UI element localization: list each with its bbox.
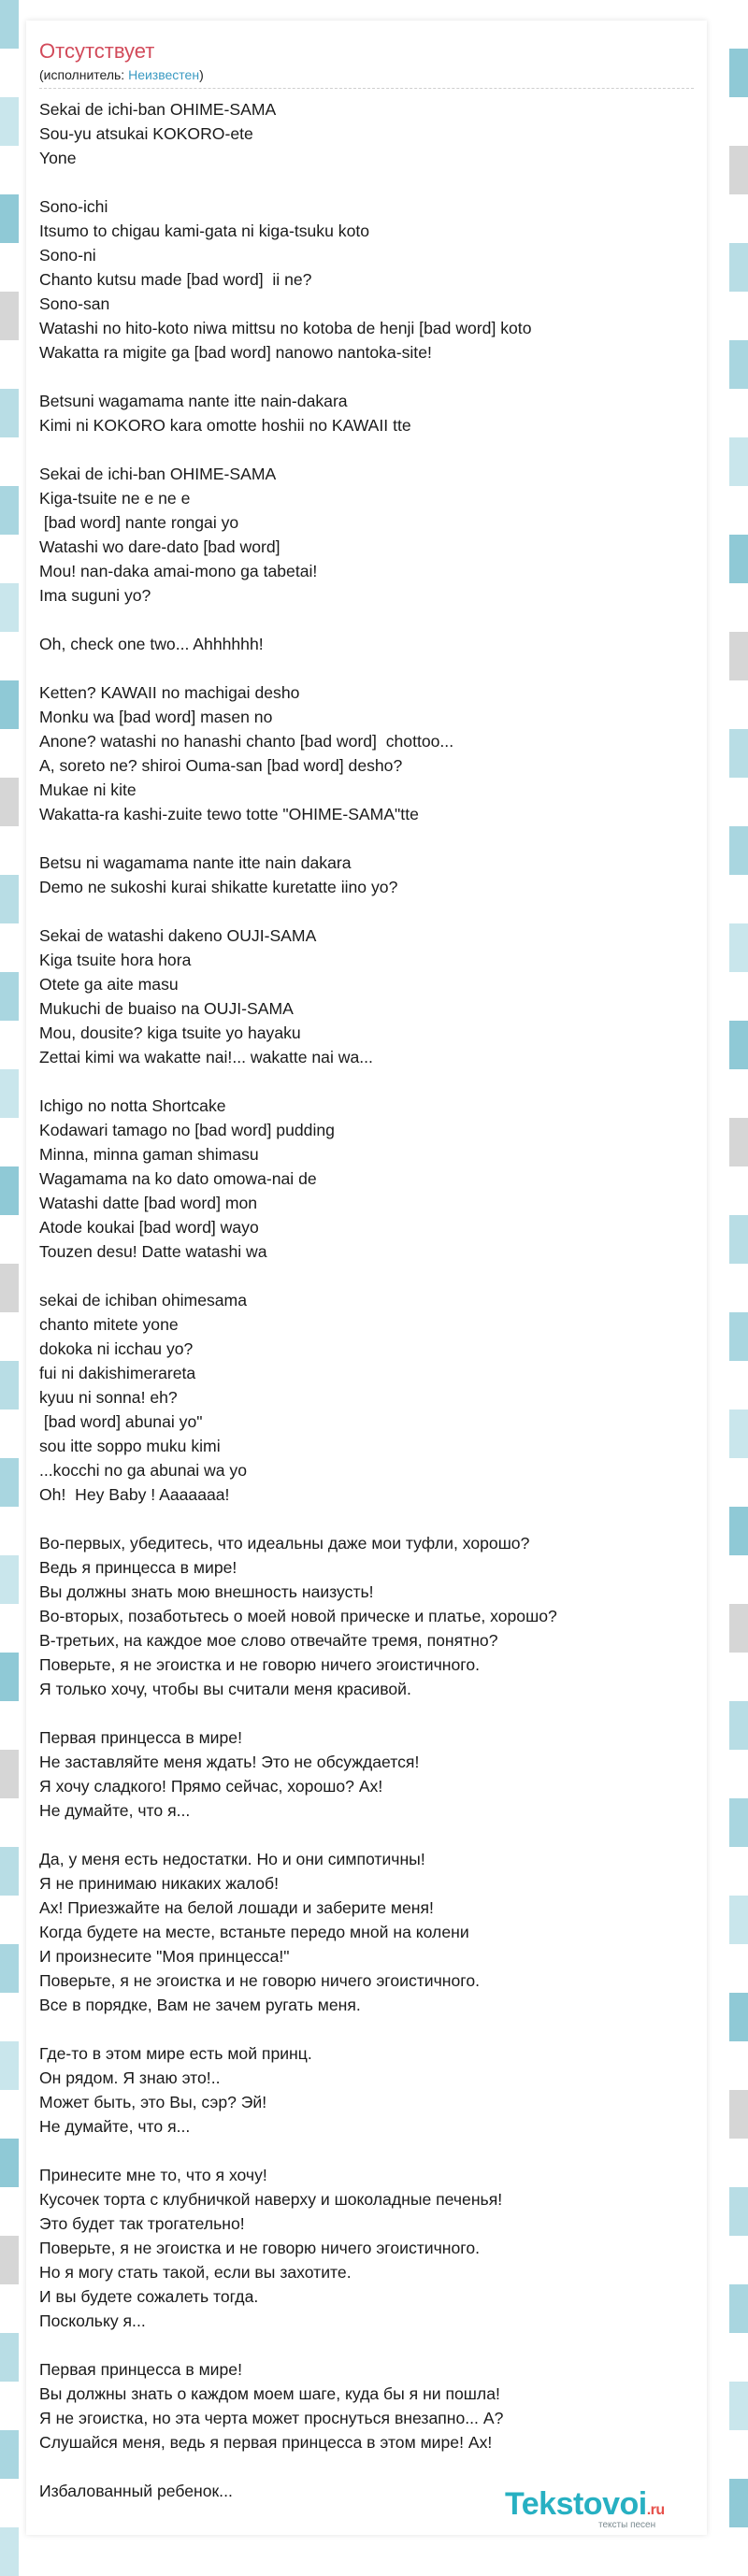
- lyric-line: Где-то в этом мире есть мой принц.: [39, 2044, 312, 2063]
- lyric-line: [39, 608, 694, 632]
- lyric-line: Слушайся меня, ведь я первая принцесса в этом мире! Ах!: [39, 2433, 493, 2452]
- lyric-line: [39, 1069, 694, 1094]
- stripe-segment: [0, 2041, 19, 2090]
- stripe-segment: [729, 1944, 748, 1993]
- stripe-segment: [729, 1653, 748, 1701]
- stripe-segment: [729, 1410, 748, 1458]
- lyric-line: Избалованный ребенок...: [39, 2482, 233, 2500]
- stripe-segment: [729, 340, 748, 389]
- lyric-line: [39, 656, 694, 680]
- stripe-segment: [0, 1750, 19, 1798]
- lyric-line: Я не принимаю никаких жалоб!: [39, 1874, 280, 1893]
- stripe-segment: [0, 1069, 19, 1118]
- lyric-line: [39, 1701, 694, 1725]
- lyric-line: [bad word] abunai yo": [39, 1412, 203, 1431]
- stripe-segment: [729, 1701, 748, 1750]
- stripe-segment: [0, 1021, 19, 1069]
- lyric-line: ...kocchi no ga abunai wa yo: [39, 1461, 248, 1480]
- lyric-line: Поверьте, я не эгоистка и не говорю ничего эгоистичного.: [39, 2239, 480, 2257]
- site-logo[interactable]: [505, 2486, 665, 2523]
- lyric-line: Betsu ni wagamama nante itte nain dakara: [39, 853, 352, 872]
- stripe-segment: [0, 1215, 19, 1264]
- stripe-segment: [729, 1458, 748, 1507]
- stripe-segment: [729, 1021, 748, 1069]
- lyric-line: Minna, minna gaman shimasu: [39, 1145, 259, 1164]
- left-decorative-stripes: [0, 0, 19, 2552]
- lyric-line: Не думайте, что я...: [39, 2117, 191, 2136]
- stripe-segment: [729, 1896, 748, 1944]
- artist-link[interactable]: Неизвестен: [128, 67, 200, 82]
- lyric-line: Demo ne sukoshi kurai shikatte kuretatte iino yo?: [39, 878, 398, 896]
- lyric-line: Первая принцесса в мире!: [39, 1728, 242, 1747]
- stripe-segment: [0, 680, 19, 729]
- lyric-line: Поскольку я...: [39, 2311, 146, 2330]
- stripe-segment: [0, 1312, 19, 1361]
- stripe-segment: [729, 1264, 748, 1312]
- lyric-line: Mukuchi de buaiso na OUJI-SAMA: [39, 999, 294, 1018]
- lyric-line: Принесите мне то, что я хочу!: [39, 2166, 267, 2184]
- lyric-line: kyuu ni sonna! eh?: [39, 1388, 178, 1407]
- lyric-line: Sekai de ichi-ban OHIME-SAMA: [39, 465, 277, 483]
- stripe-segment: [0, 97, 19, 146]
- lyric-line: [39, 170, 694, 194]
- stripe-segment: [0, 1993, 19, 2041]
- lyric-line: Может быть, это Вы, сэр? Эй!: [39, 2093, 267, 2111]
- stripe-segment: [0, 972, 19, 1021]
- lyric-line: Watashi wo dare-dato [bad word]: [39, 537, 280, 556]
- stripe-segment: [729, 1118, 748, 1166]
- stripe-segment: [0, 2333, 19, 2382]
- stripe-segment: [729, 486, 748, 535]
- stripe-segment: [729, 583, 748, 632]
- lyric-line: Watashi no hito-koto niwa mittsu no kotoba de henji [bad word] koto: [39, 319, 532, 337]
- stripe-segment: [729, 1069, 748, 1118]
- stripe-segment: [729, 2284, 748, 2333]
- lyric-line: Ведь я принцесса в мире!: [39, 1558, 237, 1577]
- lyric-line: dokoka ni icchau yo?: [39, 1339, 194, 1358]
- logo-name: Tekstovoi: [505, 2486, 647, 2522]
- logo-domain: .ru: [646, 2502, 665, 2518]
- stripe-segment: [729, 146, 748, 194]
- lyric-line: [39, 1264, 694, 1288]
- stripe-segment: [729, 2430, 748, 2479]
- stripe-segment: [729, 2236, 748, 2284]
- lyric-line: Ах! Приезжайте на белой лошади и заберите меня!: [39, 1898, 434, 1917]
- lyric-line: Sekai de watashi dakeno OUJI-SAMA: [39, 926, 317, 945]
- stripe-segment: [729, 2382, 748, 2430]
- lyric-line: sekai de ichiban ohimesama: [39, 1291, 248, 1309]
- stripe-segment: [729, 923, 748, 972]
- lyric-line: Не думайте, что я...: [39, 1801, 191, 1820]
- stripe-segment: [0, 437, 19, 486]
- stripe-segment: [729, 680, 748, 729]
- stripe-segment: [0, 1410, 19, 1458]
- lyric-line: Anone? watashi no hanashi chanto [bad word] chottoo...: [39, 732, 454, 751]
- lyric-line: Kodawari tamago no [bad word] pudding: [39, 1121, 335, 1139]
- performer-prefix: (исполнитель:: [39, 67, 129, 82]
- lyric-line: [39, 2454, 694, 2479]
- lyric-line: [39, 1507, 694, 1531]
- lyric-line: Mou, dousite? kiga tsuite yo hayaku: [39, 1023, 301, 1042]
- stripe-segment: [729, 437, 748, 486]
- stripe-segment: [0, 2430, 19, 2479]
- lyric-line: Я не эгоистка, но эта черта может проснуться внезапно... А?: [39, 2409, 504, 2427]
- lyric-line: Yone: [39, 149, 77, 167]
- lyric-line: Wakatta-ra kashi-zuite tewo totte "OHIME-SAMA"tte: [39, 805, 419, 823]
- lyric-line: Первая принцесса в мире!: [39, 2360, 242, 2379]
- stripe-segment: [729, 1798, 748, 1847]
- stripe-segment: [0, 2382, 19, 2430]
- stripe-segment: [0, 2284, 19, 2333]
- lyric-line: Mou! nan-daka amai-mono ga tabetai!: [39, 562, 318, 580]
- lyric-line: Otete ga aite masu: [39, 975, 179, 994]
- lyric-line: fui ni dakishimerareta: [39, 1364, 196, 1382]
- lyric-line: Wagamama na ko dato omowa-nai de: [39, 1169, 317, 1188]
- lyric-line: Betsuni wagamama nante itte nain-dakara: [39, 392, 348, 410]
- stripe-segment: [729, 875, 748, 923]
- lyric-line: Кусочек торта с клубничкой наверху и шоколадные печенья!: [39, 2190, 503, 2209]
- lyric-line: Mukae ni kite: [39, 780, 137, 799]
- stripe-segment: [0, 778, 19, 826]
- stripe-segment: [0, 486, 19, 535]
- lyric-line: Во-вторых, позаботьтесь о моей новой прическе и платье, хорошо?: [39, 1607, 557, 1625]
- stripe-segment: [0, 2527, 19, 2576]
- stripe-segment: [729, 778, 748, 826]
- stripe-segment: [729, 2041, 748, 2090]
- lyrics-text: [39, 97, 694, 2503]
- lyric-line: Kimi ni KOKORO kara omotte hoshii no KAWAII tte: [39, 416, 411, 435]
- lyric-line: [39, 365, 694, 389]
- lyric-line: chanto mitete yone: [39, 1315, 179, 1334]
- stripe-segment: [729, 1750, 748, 1798]
- lyric-line: Во-первых, убедитесь, что идеальны даже мои туфли, хорошо?: [39, 1534, 530, 1553]
- stripe-segment: [0, 1653, 19, 1701]
- stripe-segment: [729, 2090, 748, 2139]
- lyric-line: Chanto kutsu made [bad word] ii ne?: [39, 270, 312, 289]
- lyric-line: Sekai de ichi-ban OHIME-SAMA: [39, 100, 277, 119]
- lyric-line: Все в порядке, Вам не зачем ругать меня.: [39, 1996, 361, 2014]
- lyrics-card: [26, 21, 707, 2535]
- stripe-segment: [0, 1604, 19, 1653]
- lyric-line: Touzen desu! Datte watashi wa: [39, 1242, 267, 1261]
- stripe-segment: [0, 1458, 19, 1507]
- logo-tagline: тексты песен: [598, 2520, 656, 2530]
- lyric-line: Не заставляйте меня ждать! Это не обсуждается!: [39, 1753, 420, 1771]
- lyric-line: Sono-ni: [39, 246, 96, 265]
- stripe-segment: [729, 97, 748, 146]
- lyric-line: Поверьте, я не эгоистка и не говорю ничего эгоистичного.: [39, 1655, 480, 1674]
- lyric-line: Oh, check one two... Ahhhhhh!: [39, 635, 264, 653]
- lyric-line: Вы должны знать о каждом моем шаге, куда бы я ни пошла!: [39, 2384, 500, 2403]
- lyric-line: Itsumo to chigau kami-gata ni kiga-tsuku koto: [39, 222, 370, 240]
- stripe-segment: [0, 1361, 19, 1410]
- stripe-segment: [0, 2236, 19, 2284]
- stripe-segment: [729, 1361, 748, 1410]
- divider: [39, 88, 694, 89]
- stripe-segment: [0, 826, 19, 875]
- stripe-segment: [0, 583, 19, 632]
- lyric-line: [bad word] nante rongai yo: [39, 513, 239, 532]
- song-title: Отсутствует: [39, 39, 155, 63]
- stripe-segment: [0, 632, 19, 680]
- stripe-segment: [729, 243, 748, 292]
- performer-line: [39, 67, 204, 82]
- lyric-line: Sono-san: [39, 294, 110, 313]
- lyric-line: И произнесите "Моя принцесса!": [39, 1947, 290, 1966]
- lyric-line: [39, 437, 694, 462]
- stripe-segment: [729, 389, 748, 437]
- lyric-line: И вы будете сожалеть тогда.: [39, 2287, 259, 2306]
- lyric-line: Это будет так трогательно!: [39, 2214, 245, 2233]
- lyric-line: Kiga tsuite hora hora: [39, 951, 192, 969]
- stripe-segment: [0, 1264, 19, 1312]
- lyric-line: [39, 1823, 694, 1847]
- lyric-line: Monku wa [bad word] masen no: [39, 708, 273, 726]
- stripe-segment: [0, 194, 19, 243]
- lyric-line: Ketten? KAWAII no machigai desho: [39, 683, 300, 702]
- stripe-segment: [0, 389, 19, 437]
- lyric-line: Поверьте, я не эгоистка и не говорю ничего эгоистичного.: [39, 1971, 480, 1990]
- lyric-line: Watashi datte [bad word] mon: [39, 1194, 258, 1212]
- stripe-segment: [0, 2187, 19, 2236]
- lyric-line: Ichigo no notta Shortcake: [39, 1096, 226, 1115]
- lyric-line: Atode koukai [bad word] wayo: [39, 1218, 259, 1237]
- stripe-segment: [0, 923, 19, 972]
- stripe-segment: [0, 1847, 19, 1896]
- lyric-line: [39, 826, 694, 851]
- stripe-segment: [0, 1555, 19, 1604]
- lyric-line: A, soreto ne? shiroi Ouma-san [bad word] desho?: [39, 756, 403, 775]
- stripe-segment: [0, 49, 19, 97]
- stripe-segment: [729, 0, 748, 49]
- lyric-line: Sou-yu atsukai KOKORO-ete: [39, 124, 253, 143]
- stripe-segment: [0, 292, 19, 340]
- lyric-line: Sono-ichi: [39, 197, 108, 216]
- lyric-line: В-третьих, на каждое мое слово отвечайте тремя, понятно?: [39, 1631, 498, 1650]
- right-decorative-stripes: [729, 0, 748, 2552]
- stripe-segment: [729, 1555, 748, 1604]
- stripe-segment: [729, 632, 748, 680]
- lyric-line: Oh! Hey Baby ! Aaaaaaa!: [39, 1485, 230, 1504]
- stripe-segment: [729, 2479, 748, 2527]
- stripe-segment: [0, 146, 19, 194]
- lyric-line: Ima suguni yo?: [39, 586, 151, 605]
- lyric-line: [39, 2017, 694, 2041]
- lyric-line: [39, 2333, 694, 2357]
- lyric-line: Когда будете на месте, встаньте передо мной на колени: [39, 1923, 469, 1941]
- stripe-segment: [729, 1215, 748, 1264]
- lyric-line: Kiga-tsuite ne e ne e: [39, 489, 191, 508]
- stripe-segment: [0, 0, 19, 49]
- stripe-segment: [729, 1993, 748, 2041]
- stripe-segment: [0, 875, 19, 923]
- stripe-segment: [729, 2333, 748, 2382]
- stripe-segment: [729, 1847, 748, 1896]
- lyric-line: Он рядом. Я знаю это!..: [39, 2068, 221, 2087]
- stripe-segment: [729, 1166, 748, 1215]
- lyric-line: sou itte soppo muku kimi: [39, 1437, 221, 1455]
- stripe-segment: [729, 2139, 748, 2187]
- stripe-segment: [729, 292, 748, 340]
- stripe-segment: [0, 2090, 19, 2139]
- lyric-line: Я только хочу, чтобы вы считали меня красивой.: [39, 1680, 411, 1698]
- stripe-segment: [729, 2187, 748, 2236]
- stripe-segment: [729, 729, 748, 778]
- stripe-segment: [0, 2479, 19, 2527]
- stripe-segment: [0, 243, 19, 292]
- stripe-segment: [0, 1798, 19, 1847]
- lyric-line: Wakatta ra migite ga [bad word] nanowo nantoka-site!: [39, 343, 432, 362]
- lyric-line: Zettai kimi wa wakatte nai!... wakatte nai wa...: [39, 1048, 373, 1066]
- stripe-segment: [729, 194, 748, 243]
- stripe-segment: [0, 340, 19, 389]
- lyric-line: Но я могу стать такой, если вы захотите.: [39, 2263, 352, 2282]
- stripe-segment: [729, 2527, 748, 2576]
- stripe-segment: [0, 1701, 19, 1750]
- stripe-segment: [0, 1944, 19, 1993]
- stripe-segment: [0, 729, 19, 778]
- lyric-line: Да, у меня есть недостатки. Но и они симпотичны!: [39, 1850, 425, 1868]
- stripe-segment: [729, 1312, 748, 1361]
- stripe-segment: [0, 1896, 19, 1944]
- lyric-line: Вы должны знать мою внешность наизусть!: [39, 1582, 374, 1601]
- stripe-segment: [0, 1166, 19, 1215]
- stripe-segment: [729, 49, 748, 97]
- lyric-line: [39, 2139, 694, 2163]
- stripe-segment: [0, 1507, 19, 1555]
- stripe-segment: [729, 535, 748, 583]
- stripe-segment: [0, 1118, 19, 1166]
- stripe-segment: [0, 535, 19, 583]
- stripe-segment: [729, 1604, 748, 1653]
- stripe-segment: [729, 972, 748, 1021]
- lyric-line: [39, 899, 694, 923]
- lyric-line: Я хочу сладкого! Прямо сейчас, хорошо? Ах!: [39, 1777, 383, 1796]
- performer-suffix: ): [199, 67, 204, 82]
- stripe-segment: [0, 2139, 19, 2187]
- stripe-segment: [729, 1507, 748, 1555]
- stripe-segment: [729, 826, 748, 875]
